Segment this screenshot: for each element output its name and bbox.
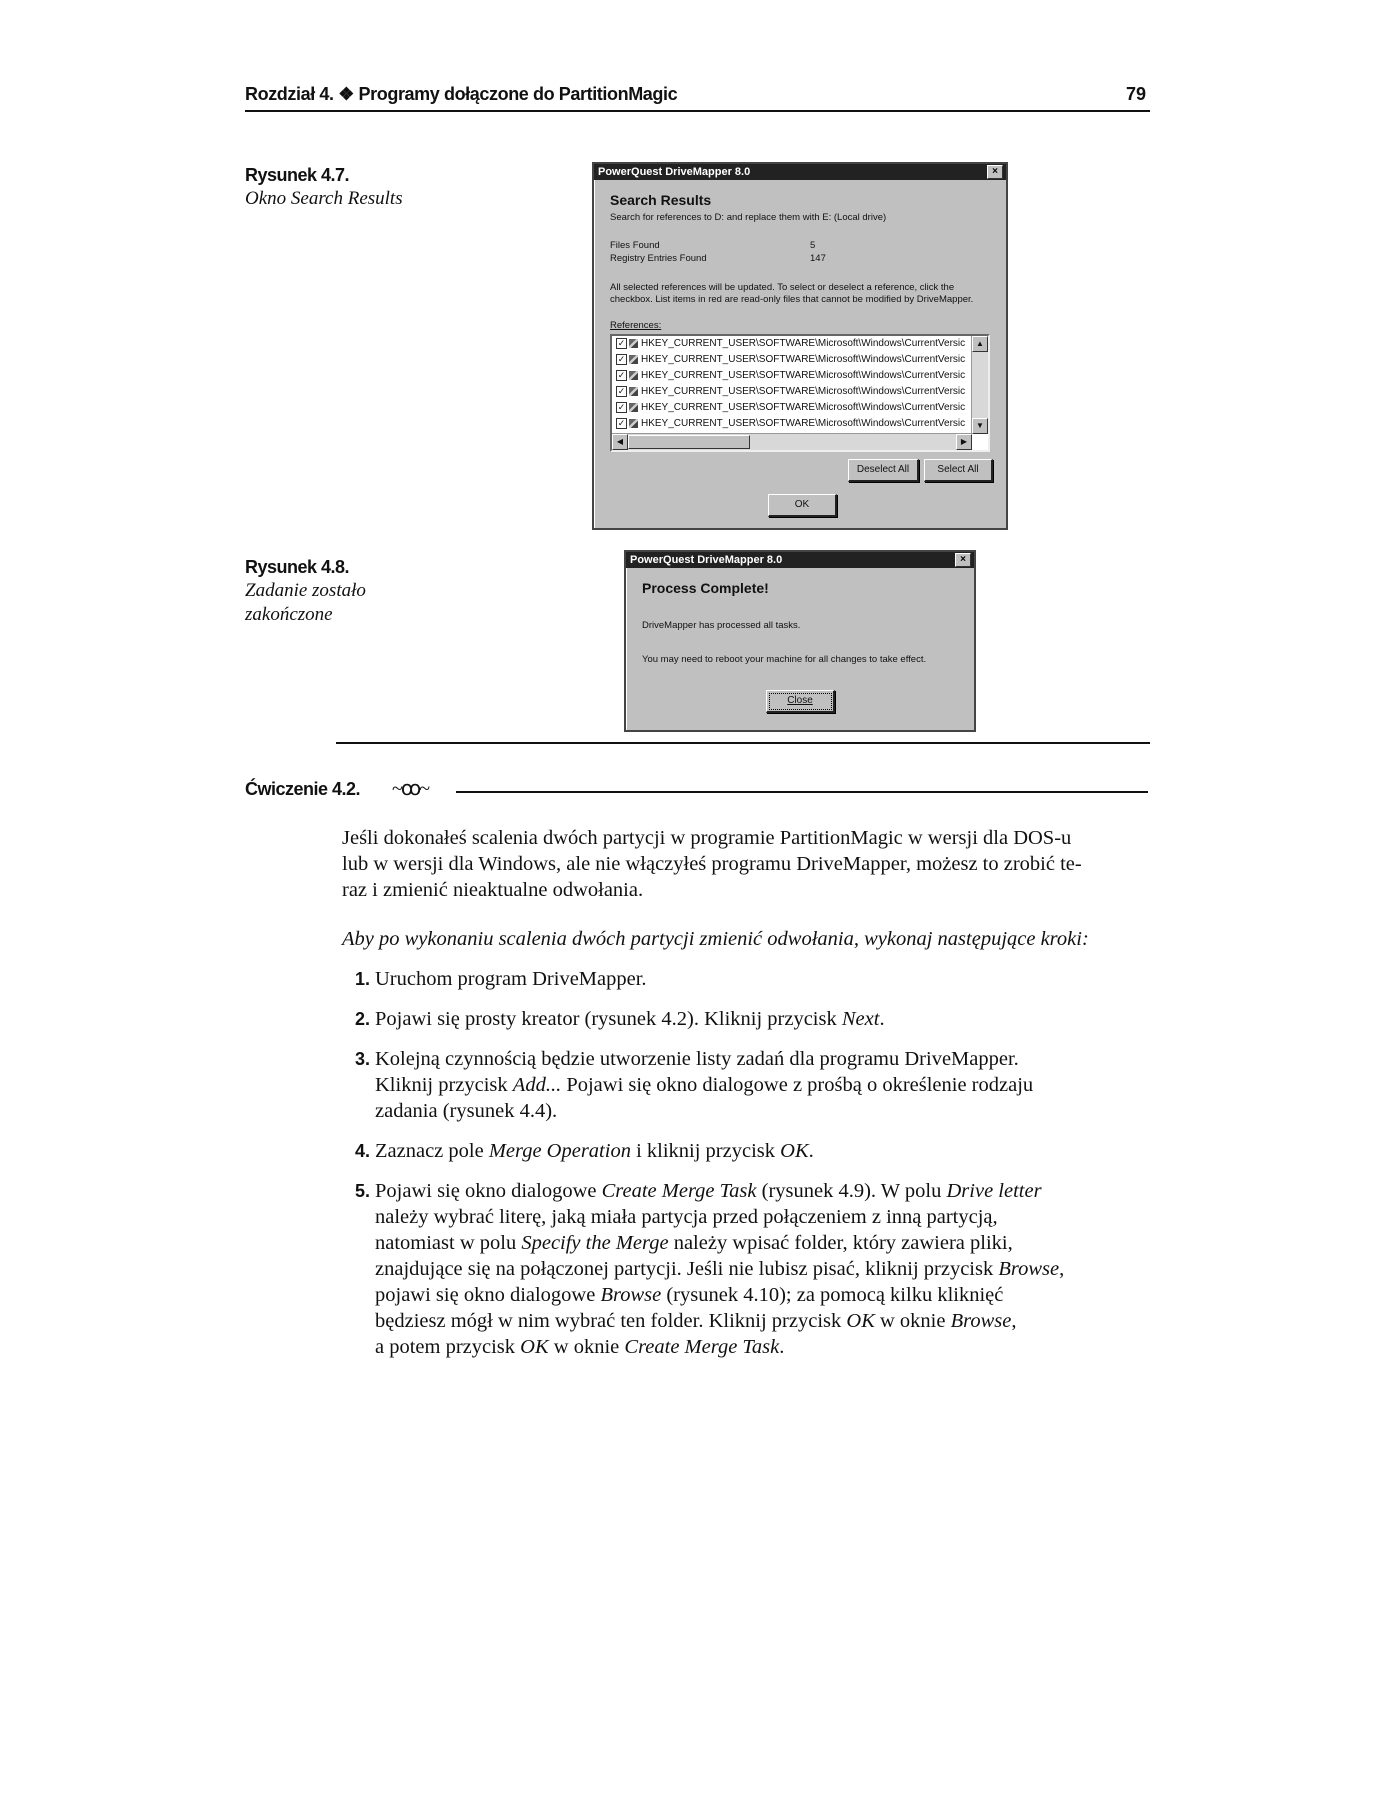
step-item — [355, 1006, 1155, 1032]
scroll-left-icon[interactable]: ◀ — [612, 434, 628, 450]
registry-icon — [629, 355, 638, 364]
step-number: 3. — [355, 1049, 371, 1069]
registry-icon — [629, 419, 638, 428]
search-summary: Search for references to D: and replace them with E: (Local drive) — [610, 212, 887, 223]
reference-path: HKEY_CURRENT_USER\SOFTWARE\Microsoft\Windows\CurrentVersic — [641, 354, 966, 365]
step-line: zadania (rysunek 4.4). — [375, 1100, 558, 1122]
selection-note — [610, 282, 1000, 306]
vertical-scrollbar[interactable] — [971, 336, 988, 434]
step-text — [375, 1006, 1155, 1032]
text-line: raz i zmienić nieaktualne odwołania. — [342, 879, 644, 901]
search-results-window — [592, 162, 1008, 530]
figure-caption-text: Okno Search Results — [245, 188, 403, 209]
step-number: 5. — [355, 1181, 371, 1201]
step-line: Kliknij przycisk Add... Pojawi się okno dialogowe z prośbą o określenie rodzaju — [375, 1074, 1034, 1096]
exercise-rule — [456, 791, 1148, 793]
close-button[interactable]: Close — [766, 690, 835, 713]
scroll-down-icon[interactable]: ▼ — [972, 418, 988, 434]
text-line: lub w wersji dla Windows, ale nie włączyłeś programu DriveMapper, możesz to zrobić te- — [342, 853, 1082, 875]
step-line: Pojawi się prosty kreator (rysunek 4.2). Kliknij przycisk Next. — [375, 1008, 885, 1030]
note-line: All selected references will be updated. To select or deselect a reference, click the — [610, 282, 955, 293]
reference-row[interactable] — [612, 368, 988, 384]
reference-path: HKEY_CURRENT_USER\SOFTWARE\Microsoft\Windows\CurrentVersic — [641, 370, 966, 381]
reboot-message: You may need to reboot your machine for all changes to take effect. — [642, 654, 927, 665]
close-icon[interactable]: × — [955, 553, 971, 567]
files-found-label: Files Found — [610, 240, 660, 251]
chapter-title: Rozdział 4. ❖ Programy dołączone do PartitionMagic — [245, 84, 678, 104]
scroll-right-icon[interactable]: ▶ — [956, 434, 972, 450]
status-message: DriveMapper has processed all tasks. — [642, 620, 801, 631]
step-line: pojawi się okno dialogowe Browse (rysunek 4.10); za pomocą kilku kliknięć — [375, 1284, 1004, 1306]
checkbox-checked-icon[interactable]: ✓ — [617, 353, 626, 364]
files-found-value: 5 — [810, 240, 816, 251]
text-line: Jeśli dokonałeś scalenia dwóch partycji w programie PartitionMagic w wersji dla DOS-u — [342, 827, 1072, 849]
running-header — [245, 84, 1150, 112]
step-line: będziesz mógł w nim wybrać ten folder. Kliknij przycisk OK w oknie Browse, — [375, 1310, 1017, 1332]
reference-path: HKEY_CURRENT_USER\SOFTWARE\Microsoft\Windows\CurrentVersic — [641, 386, 966, 397]
registry-entries-label: Registry Entries Found — [610, 253, 707, 264]
checkbox-checked-icon[interactable]: ✓ — [617, 401, 626, 412]
figure-4-7-caption — [245, 163, 403, 211]
ok-button[interactable]: OK — [768, 494, 837, 517]
step-item — [355, 966, 1155, 992]
reference-row[interactable] — [612, 336, 988, 352]
checkbox-checked-icon[interactable]: ✓ — [617, 337, 626, 348]
close-icon[interactable]: × — [987, 165, 1003, 179]
dialog-heading: Search Results — [610, 192, 712, 208]
step-line: znajdujące się na połączonej partycji. Jeśli nie lubisz pisać, kliknij przycisk Browse, — [375, 1258, 1065, 1280]
reference-row[interactable] — [612, 416, 988, 432]
note-line: checkbox. List items in red are read-only files that cannot be modified by DriveMapper. — [610, 294, 974, 305]
step-item — [355, 1138, 1155, 1164]
references-label: References: — [610, 320, 662, 331]
window-titlebar — [594, 164, 1006, 180]
figure-number: Rysunek 4.8. — [245, 557, 350, 577]
dialog-heading: Process Complete! — [642, 580, 769, 596]
step-line: Kolejną czynnością będzie utworzenie listy zadań dla programu DriveMapper. — [375, 1048, 1019, 1070]
step-text — [375, 966, 1155, 992]
figure-caption-text: zakończone — [245, 604, 333, 625]
registry-icon — [629, 339, 638, 348]
step-text — [375, 1138, 1155, 1164]
figure-number: Rysunek 4.7. — [245, 165, 350, 185]
step-text — [375, 1178, 1155, 1360]
step-line: natomiast w polu Specify the Merge należy wpisać folder, który zawiera pliki, — [375, 1232, 1013, 1254]
figure-caption-text: Zadanie zostało — [245, 580, 366, 601]
reference-path: HKEY_CURRENT_USER\SOFTWARE\Microsoft\Windows\CurrentVersic — [641, 418, 966, 429]
step-number: 1. — [355, 969, 371, 989]
horizontal-scrollbar[interactable] — [612, 433, 972, 450]
intro-paragraph — [342, 825, 1152, 903]
window-title: PowerQuest DriveMapper 8.0 — [630, 554, 783, 566]
step-number: 2. — [355, 1009, 371, 1029]
lead-sentence: Aby po wykonaniu scalenia dwóch partycji zmienić odwołania, wykonaj następujące kroki: — [342, 928, 1089, 950]
figure-4-8-caption — [245, 555, 366, 627]
step-number: 4. — [355, 1141, 371, 1161]
references-list[interactable] — [610, 334, 990, 452]
reference-path: HKEY_CURRENT_USER\SOFTWARE\Microsoft\Windows\CurrentVersic — [641, 402, 966, 413]
step-line: Pojawi się okno dialogowe Create Merge Task (rysunek 4.9). W polu Drive letter — [375, 1180, 1042, 1202]
registry-entries-value: 147 — [810, 253, 826, 264]
step-line: Uruchom program DriveMapper. — [375, 968, 647, 990]
checkbox-checked-icon[interactable]: ✓ — [617, 369, 626, 380]
select-all-button[interactable]: Select All — [924, 459, 993, 482]
checkbox-checked-icon[interactable]: ✓ — [617, 417, 626, 428]
step-text — [375, 1046, 1155, 1124]
registry-icon — [629, 403, 638, 412]
registry-icon — [629, 387, 638, 396]
scroll-up-icon[interactable]: ▲ — [972, 336, 988, 352]
step-line: Zaznacz pole Merge Operation i kliknij przycisk OK. — [375, 1140, 814, 1162]
references-rows — [612, 336, 988, 432]
ornament-icon: ~ꝏ~ — [392, 778, 429, 800]
step-item — [355, 1178, 1155, 1358]
window-title: PowerQuest DriveMapper 8.0 — [598, 166, 751, 178]
deselect-all-button[interactable]: Deselect All — [848, 459, 919, 482]
reference-row[interactable] — [612, 400, 988, 416]
reference-path: HKEY_CURRENT_USER\SOFTWARE\Microsoft\Windows\CurrentVersic — [641, 338, 966, 349]
checkbox-checked-icon[interactable]: ✓ — [617, 385, 626, 396]
step-line: należy wybrać literę, jaką miała partycja przed połączeniem z inną partycją, — [375, 1206, 998, 1228]
page-number: 79 — [1125, 84, 1146, 104]
scroll-thumb[interactable] — [628, 435, 750, 449]
reference-row[interactable] — [612, 352, 988, 368]
step-item — [355, 1046, 1155, 1122]
section-divider — [336, 742, 1150, 744]
step-line: a potem przycisk OK w oknie Create Merge Task. — [375, 1336, 785, 1358]
window-titlebar — [626, 552, 974, 568]
reference-row[interactable] — [612, 384, 988, 400]
exercise-title: Ćwiczenie 4.2. — [245, 779, 361, 799]
process-complete-window — [624, 550, 976, 732]
registry-icon — [629, 371, 638, 380]
